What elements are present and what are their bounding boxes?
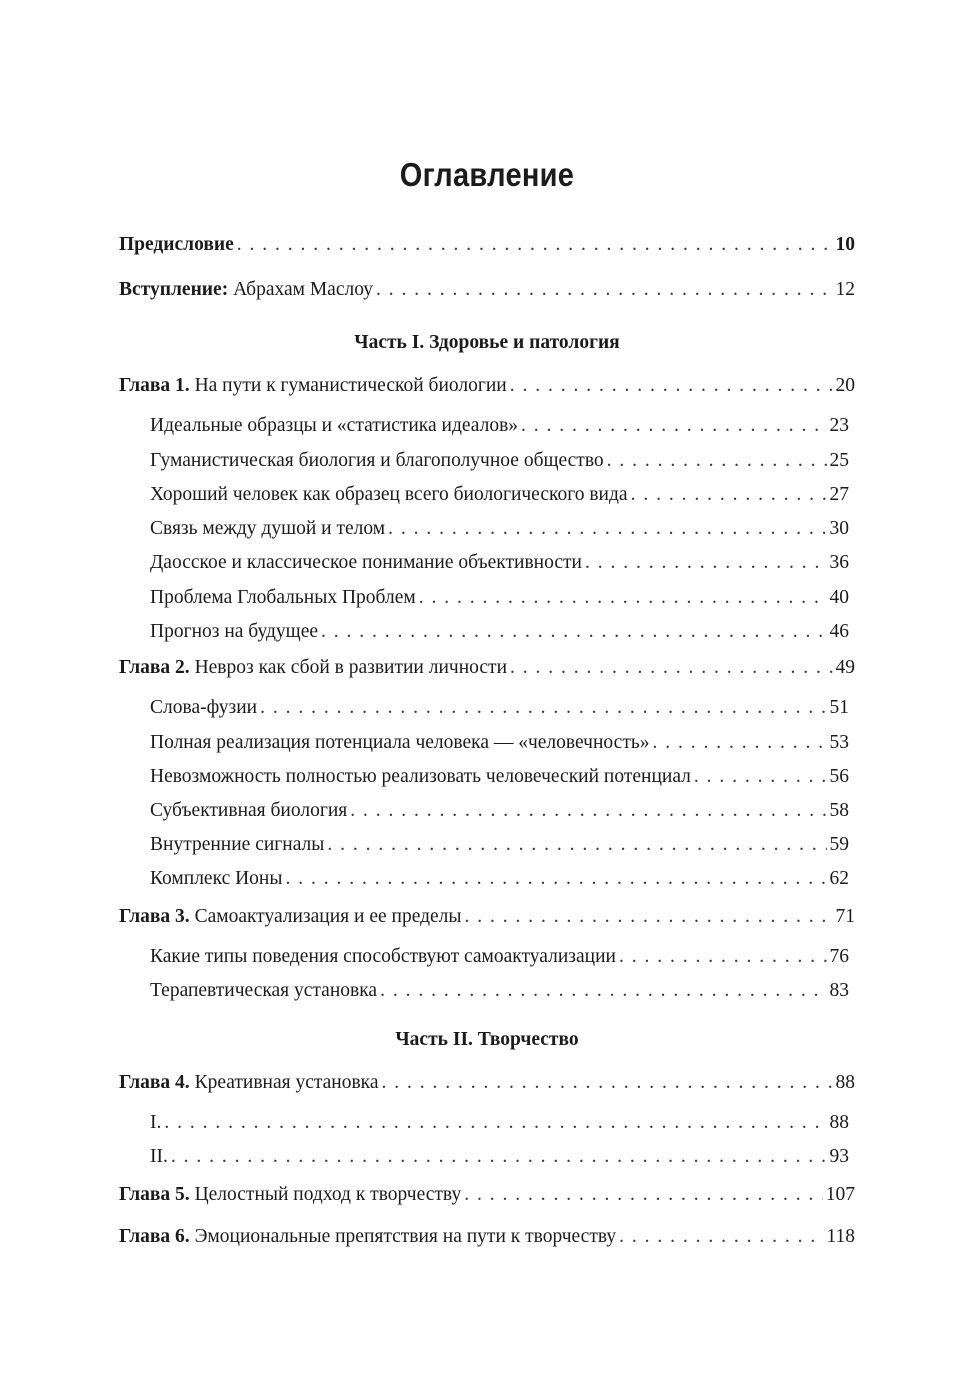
toc-entry-chapter[interactable] xyxy=(119,374,855,398)
toc-entry-section[interactable] xyxy=(150,833,849,857)
dot-leader xyxy=(285,867,826,891)
dot-leader xyxy=(652,731,826,755)
entry-label: II. xyxy=(150,1146,168,1167)
dot-leader xyxy=(419,586,827,610)
toc-entry-chapter[interactable] xyxy=(119,656,855,680)
dot-leader xyxy=(388,517,826,541)
toc-entry-section[interactable] xyxy=(150,945,849,969)
dot-leader xyxy=(465,905,833,929)
entry-label: Проблема Глобальных Проблем xyxy=(150,587,416,608)
entry-prefix: Глава 5. xyxy=(119,1184,190,1205)
dot-leader xyxy=(464,1183,823,1207)
entry-page-number: 83 xyxy=(829,980,849,1001)
entry-label: Прогноз на будущее xyxy=(150,621,319,642)
dot-leader xyxy=(321,620,826,644)
entry-page-number: 46 xyxy=(829,621,849,642)
toc-entry-section[interactable] xyxy=(150,551,849,575)
entry-page-number: 20 xyxy=(835,375,855,396)
entry-label: Абрахам Маслоу xyxy=(233,279,373,300)
entry-page-number: 88 xyxy=(829,1112,849,1133)
dot-leader xyxy=(260,696,826,720)
entry-label: Хороший человек как образец всего биологического вида xyxy=(150,484,628,505)
toc-entry-section[interactable] xyxy=(150,620,849,644)
entry-label: Слова-фузии xyxy=(150,697,258,718)
toc-entry-chapter[interactable] xyxy=(119,1183,855,1207)
entry-label: Связь между душой и телом xyxy=(150,518,386,539)
entry-label: Какие типы поведения способствуют самоактуализации xyxy=(150,946,616,967)
toc-entry-section[interactable] xyxy=(150,517,849,541)
entry-page-number: 49 xyxy=(835,657,855,678)
toc-entry-section[interactable] xyxy=(150,1145,849,1169)
toc-entry-section[interactable] xyxy=(150,731,849,755)
entry-label: Целостный подход к творчеству xyxy=(194,1184,462,1205)
toc-entry-section[interactable] xyxy=(150,586,849,610)
dot-leader xyxy=(237,233,833,257)
entry-page-number: 59 xyxy=(829,834,849,855)
toc-entry-section[interactable] xyxy=(150,799,849,823)
entry-prefix: Глава 1. xyxy=(119,375,190,396)
toc-entry-section[interactable] xyxy=(150,1111,849,1135)
entry-page-number: 36 xyxy=(829,552,849,573)
entry-prefix: Глава 6. xyxy=(119,1226,190,1247)
entry-label: Внутренние сигналы xyxy=(150,834,325,855)
entry-page-number: 53 xyxy=(829,732,849,753)
dot-leader xyxy=(510,374,833,398)
dot-leader xyxy=(619,1225,823,1249)
entry-label: Субъективная биология xyxy=(150,800,348,821)
entry-page-number: 30 xyxy=(829,518,849,539)
dot-leader xyxy=(694,765,827,789)
dot-leader xyxy=(607,449,827,473)
dot-leader xyxy=(350,799,826,823)
toc-entry-chapter[interactable] xyxy=(119,1225,855,1249)
dot-leader xyxy=(382,1071,833,1095)
dot-leader xyxy=(376,278,833,302)
dot-leader xyxy=(619,945,827,969)
entry-page-number: 40 xyxy=(829,587,849,608)
entry-page-number: 27 xyxy=(829,484,849,505)
entry-page-number: 88 xyxy=(835,1072,855,1093)
entry-page-number: 62 xyxy=(829,868,849,889)
toc-entry-chapter[interactable] xyxy=(119,905,855,929)
entry-label: Креативная установка xyxy=(194,1072,379,1093)
toc-entry-section[interactable] xyxy=(150,483,849,507)
entry-label: Терапевтическая установка xyxy=(150,980,378,1001)
toc-entry-chapter[interactable] xyxy=(119,1071,855,1095)
entry-label: Самоактуализация и ее пределы xyxy=(194,906,462,927)
entry-page-number: 118 xyxy=(826,1226,855,1247)
dot-leader xyxy=(631,483,827,507)
entry-page-number: 10 xyxy=(835,234,855,255)
entry-label: Полная реализация потенциала человека — «человечность» xyxy=(150,732,650,753)
part-heading: Часть I. Здоровье и патология xyxy=(354,332,620,353)
entry-page-number: 56 xyxy=(829,766,849,787)
entry-label: Предисловие xyxy=(119,234,234,255)
toc-entry-section[interactable] xyxy=(150,979,849,1003)
entry-page-number: 71 xyxy=(835,906,855,927)
toc-entry-section[interactable] xyxy=(150,449,849,473)
entry-page-number: 51 xyxy=(829,697,849,718)
dot-leader xyxy=(510,656,832,680)
dot-leader xyxy=(171,1145,827,1169)
toc-entry-section[interactable] xyxy=(150,414,849,438)
entry-page-number: 12 xyxy=(835,279,855,300)
page-title: Оглавление xyxy=(399,156,575,193)
entry-page-number: 93 xyxy=(829,1146,849,1167)
entry-page-number: 107 xyxy=(825,1184,855,1205)
entry-label: На пути к гуманистической биологии xyxy=(194,375,507,396)
entry-page-number: 25 xyxy=(829,450,849,471)
dot-leader xyxy=(521,414,826,438)
dot-leader xyxy=(327,833,826,857)
entry-page-number: 23 xyxy=(829,415,849,436)
toc-entry-section[interactable] xyxy=(150,765,849,789)
entry-label: Комплекс Ионы xyxy=(150,868,283,889)
entry-label: Гуманистическая биология и благополучное общество xyxy=(150,450,604,471)
part-heading: Часть II. Творчество xyxy=(395,1029,579,1050)
entry-page-number: 76 xyxy=(829,946,849,967)
entry-prefix: Глава 2. xyxy=(119,657,190,678)
entry-label: Даосское и классическое понимание объективности xyxy=(150,552,582,573)
entry-label: Невозможность полностью реализовать человеческий потенциал xyxy=(150,766,691,787)
entry-prefix: Глава 3. xyxy=(119,906,190,927)
entry-prefix: Вступление: xyxy=(119,279,229,300)
toc-entry-section[interactable] xyxy=(150,696,849,720)
entry-page-number: 58 xyxy=(829,800,849,821)
toc-entry-section[interactable] xyxy=(150,867,849,891)
entry-prefix: Глава 4. xyxy=(119,1072,190,1093)
dot-leader xyxy=(164,1111,826,1135)
entry-label: Идеальные образцы и «статистика идеалов» xyxy=(150,415,519,436)
entry-label: Невроз как сбой в развитии личности xyxy=(194,657,508,678)
entry-label: Эмоциональные препятствия на пути к творчеству xyxy=(194,1226,617,1247)
dot-leader xyxy=(380,979,826,1003)
entry-label: I. xyxy=(150,1112,162,1133)
dot-leader xyxy=(585,551,827,575)
toc-entry-introduction[interactable] xyxy=(119,278,855,302)
toc-entry-preface[interactable] xyxy=(119,233,855,257)
